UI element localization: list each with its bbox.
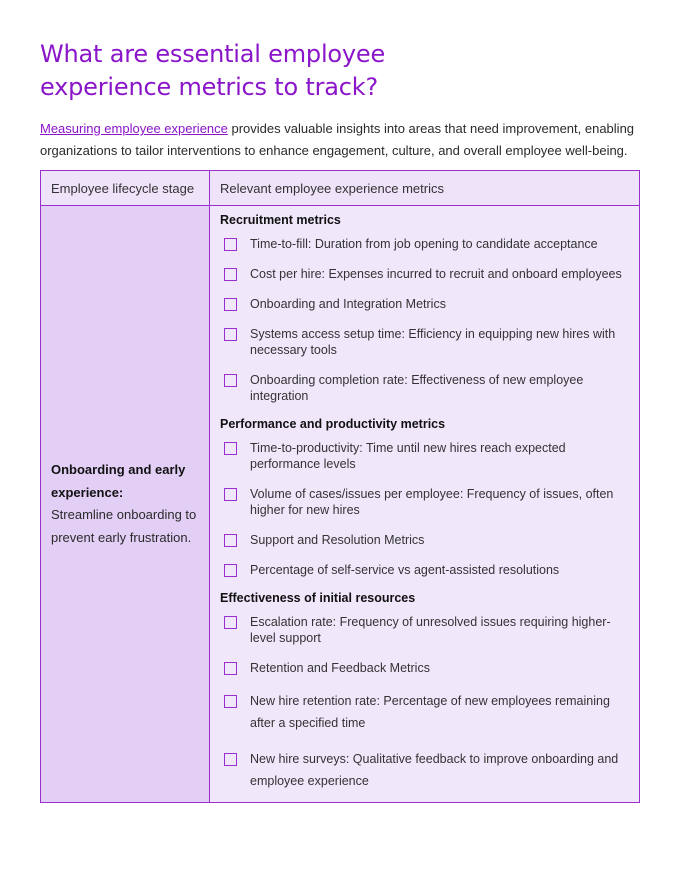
checklist-item [220,326,629,358]
empty-checkbox-icon[interactable] [224,616,237,629]
checklist-item [220,266,629,282]
empty-checkbox-icon[interactable] [224,238,237,251]
checklist-item [220,486,629,518]
table-row [41,206,640,803]
checklist-item-label: Cost per hire: Expenses incurred to recruit and onboard employees [250,267,622,281]
checklist-item [220,748,629,792]
metrics-table [40,170,640,803]
header-relevant-metrics: Relevant employee experience metrics [210,171,640,206]
checklist [220,440,629,578]
table-header-row [41,171,640,206]
checklist [220,614,629,792]
checklist-item-label: New hire surveys: Qualitative feedback to improve onboarding and employee experience [250,752,619,788]
checklist-item [220,440,629,472]
checklist-item-label: Systems access setup time: Efficiency in equipping new hires with necessary tools [250,327,616,357]
checklist-item-label: Support and Resolution Metrics [250,533,425,547]
metrics-cell [210,206,640,803]
measuring-employee-experience-link[interactable]: Measuring employee experience [40,121,228,136]
empty-checkbox-icon[interactable] [224,753,237,766]
empty-checkbox-icon[interactable] [224,534,237,547]
checklist-item-label: Onboarding completion rate: Effectiveness of new employee integration [250,373,584,403]
checklist-item-label: Onboarding and Integration Metrics [250,297,446,311]
checklist-item-label: Volume of cases/issues per employee: Frequency of issues, often higher for new hires [250,487,614,517]
checklist-item [220,614,629,646]
header-lifecycle-stage: Employee lifecycle stage [41,171,210,206]
checklist-item-label: Time-to-productivity: Time until new hires reach expected performance levels [250,441,566,471]
intro-paragraph [40,118,640,162]
empty-checkbox-icon[interactable] [224,564,237,577]
metric-group-title: Performance and productivity metrics [220,417,446,431]
page-title-line-2: experience metrics to track? [40,73,379,101]
empty-checkbox-icon[interactable] [224,662,237,675]
metric-group-performance [220,416,629,578]
metric-group-title: Effectiveness of initial resources [220,591,416,605]
stage-title: Onboarding and early experience: [51,462,186,500]
checklist-item-label: New hire retention rate: Percentage of new employees remaining after a specified time [250,694,610,730]
checklist-item [220,296,629,312]
checklist-item [220,562,629,578]
empty-checkbox-icon[interactable] [224,268,237,281]
checklist-item [220,660,629,676]
stage-cell [41,206,210,803]
checklist-item-label: Time-to-fill: Duration from job opening to candidate acceptance [250,237,598,251]
checklist-item-label: Escalation rate: Frequency of unresolved issues requiring higher-level support [250,615,611,645]
checklist-item [220,372,629,404]
empty-checkbox-icon[interactable] [224,298,237,311]
intro-text: provides valuable insights into areas that need improvement, enabling organizations to tailor interventions to enhance engagement, culture, and overall employee well-being. [40,121,635,158]
metric-group-initial-resources [220,590,629,792]
empty-checkbox-icon[interactable] [224,488,237,501]
metric-group-recruitment [220,212,629,404]
empty-checkbox-icon[interactable] [224,374,237,387]
metric-group-title: Recruitment metrics [220,213,341,227]
page-title-line-1: What are essential employee [40,40,386,68]
stage-description: Streamline onboarding to prevent early frustration. [51,507,197,545]
empty-checkbox-icon[interactable] [224,442,237,455]
empty-checkbox-icon[interactable] [224,328,237,341]
checklist-item-label: Percentage of self-service vs agent-assisted resolutions [250,563,560,577]
checklist-item-label: Retention and Feedback Metrics [250,661,430,675]
page-title [40,38,640,104]
checklist-item [220,532,629,548]
checklist-item [220,690,629,734]
empty-checkbox-icon[interactable] [224,695,237,708]
checklist-item [220,236,629,252]
checklist [220,236,629,404]
